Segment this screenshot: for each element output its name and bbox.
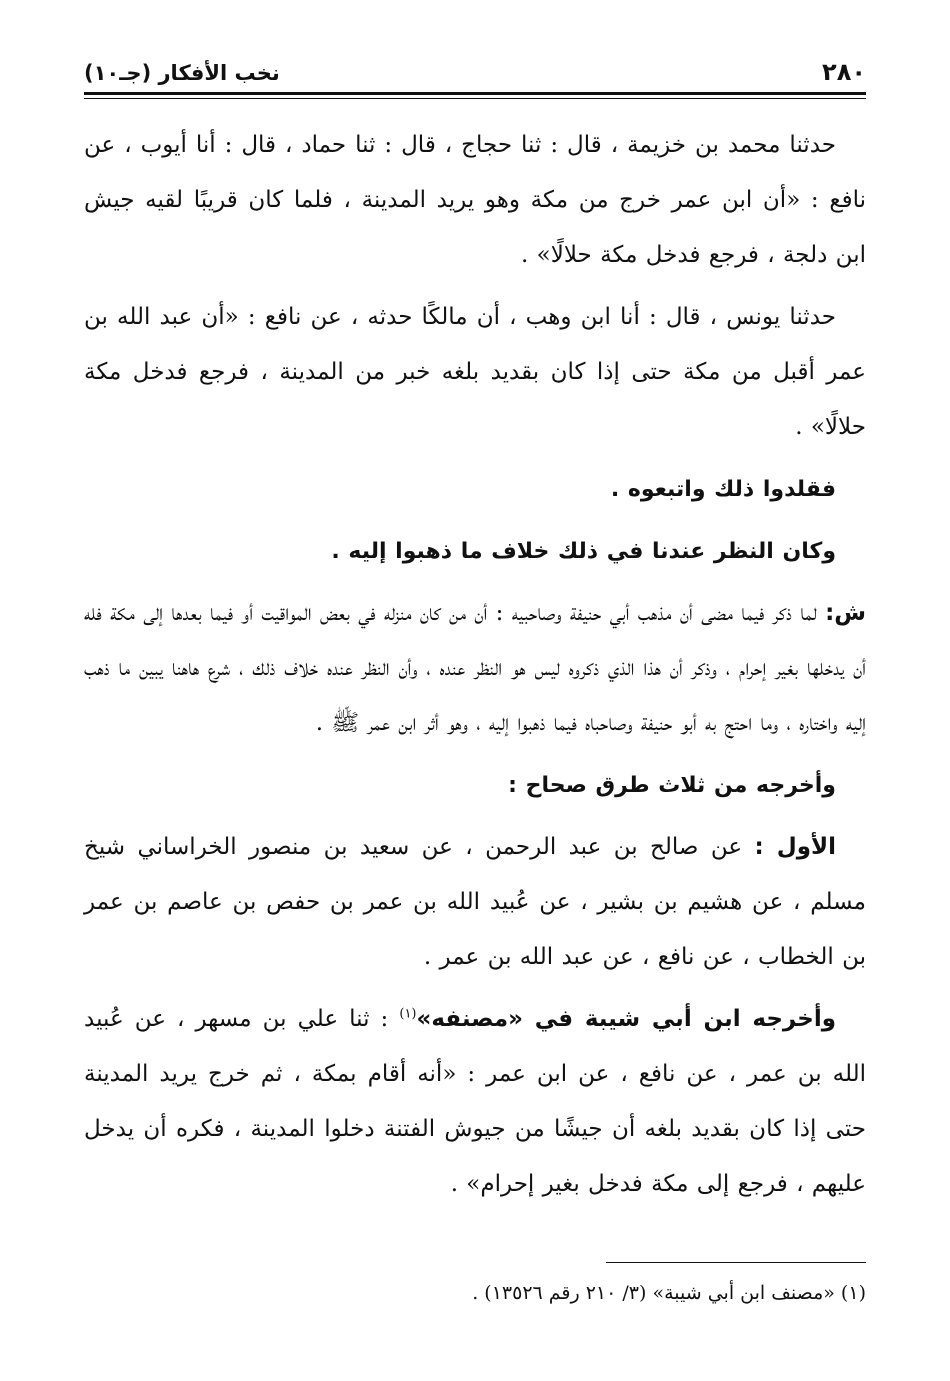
page-body xyxy=(84,118,866,1219)
route-label: الأول : xyxy=(754,834,837,860)
footnote-reference[interactable]: (١) xyxy=(399,1006,417,1022)
paragraph-hadith-2 xyxy=(84,290,866,455)
paragraph-text: عن صالح بن عبد الرحمن ، عن سعيد بن منصور الخراساني شيخ مسلم ، عن هشيم بن بشير ، عن عُبيد الله بن عمر بن حفص بن عاصم بن عمر بن الخطاب ، عن نافع ، عن عبد الله بن عمر . xyxy=(84,834,866,970)
paragraph-commentary xyxy=(84,586,866,751)
paragraph-text: فقلدوا ذلك واتبعوه . xyxy=(610,477,836,502)
header-rule-thick xyxy=(84,92,866,95)
paragraph-text: وأخرجه من ثلاث طرق صحاح : xyxy=(508,773,836,798)
page-header xyxy=(84,52,866,90)
paragraph-statement-1 xyxy=(84,462,866,517)
page-number: ٢٨٠ xyxy=(822,58,866,86)
book-title: نخب الأفكار (جـ١٠) xyxy=(84,61,280,85)
paragraph-text: وكان النظر عندنا في ذلك خلاف ما ذهبوا إليه . xyxy=(331,539,836,564)
paragraph-text: حدثنا يونس ، قال : أنا ابن وهب ، أن مالكًا حدثه ، عن نافع : «أن عبد الله بن عمر أقبل من مكة حتى إذا كان بقديد بلغه خبر من المدينة ، فرجع فدخل مكة حلالًا» . xyxy=(84,304,866,440)
footnote-separator xyxy=(606,1262,866,1263)
source-label: وأخرجه ابن أبي شيبة في «مصنفه» xyxy=(416,1006,836,1032)
footnote xyxy=(84,1278,866,1308)
paragraph-ibn-abi-shayba xyxy=(84,992,866,1212)
paragraph-first-route xyxy=(84,820,866,985)
paragraph-subheading xyxy=(84,758,866,813)
commentary-marker: ش: xyxy=(825,600,866,626)
footnote-text: (١) «مصنف ابن أبي شيبة» (٣/ ٢١٠ رقم ١٣٥٢٦) . xyxy=(472,1282,866,1304)
header-rule-thin xyxy=(84,98,866,99)
paragraph-text: : ثنا علي بن مسهر ، عن عُبيد الله بن عمر ، عن نافع ، عن ابن عمر : «أنه أقام بمكة ، ثم خرج يريد المدينة حتى إذا كان بقديد بلغه أن جيشًا من جيوش الفتنة دخلوا المدينة ، فكره أن يدخل عليهم ، فرجع إلى مكة فدخل بغير إحرام» . xyxy=(84,1006,866,1197)
paragraph-hadith-1 xyxy=(84,118,866,283)
paragraph-statement-2 xyxy=(84,524,866,579)
paragraph-text: لما ذكر فيما مضى أن مذهب أبي حنيفة وصاحبيه : أن من كان منزله في بعض المواقيت أو فيما بعدها إلى مكة فله أن يدخلها بغير إحرام ، وذكر أن هذا الذي ذكروه ليس هو النظر عنده ، وأن النظر عنده خلاف ذلك ، شرع هاهنا يبين ما ذهب إليه واختاره ، وما احتج به أبو حنيفة وصاحباه فيما ذهبوا إليه ، وهو أثر ابن عمر ﷺ . xyxy=(84,600,866,736)
paragraph-text: حدثنا محمد بن خزيمة ، قال : ثنا حجاج ، قال : ثنا حماد ، قال : أنا أيوب ، عن نافع : «أن ابن عمر خرج من مكة وهو يريد المدينة ، فلما كان قريبًا لقيه جيش ابن دلجة ، فرجع فدخل مكة حلالًا» . xyxy=(84,132,866,268)
